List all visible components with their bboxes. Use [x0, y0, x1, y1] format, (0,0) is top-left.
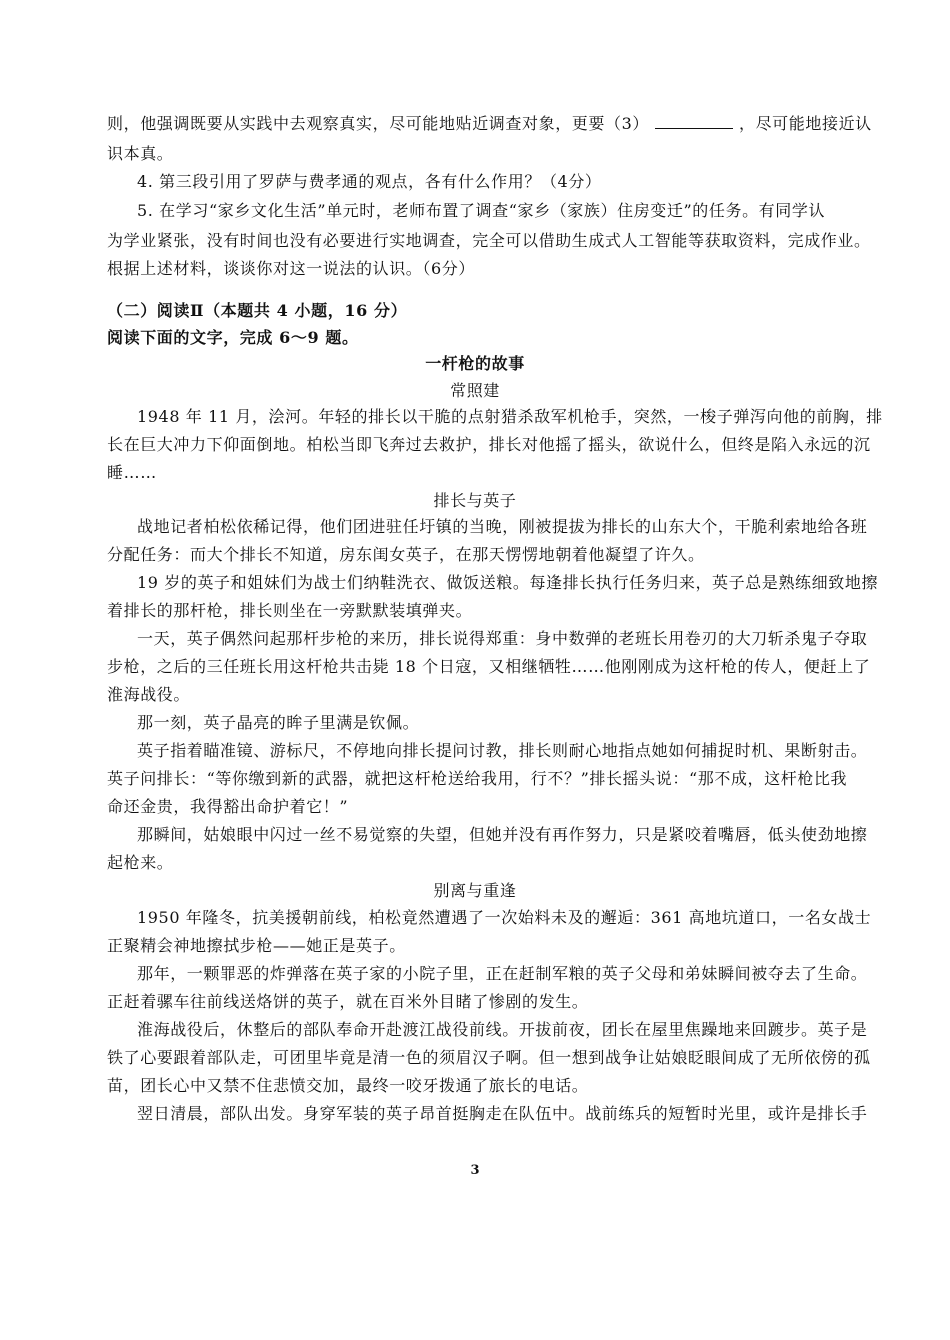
paragraph-line: 长在巨大冲力下仰面倒地。柏松当即飞奔过去救护，排长对他摇了摇头，欲说什么，但终是陷入永远的沉	[107, 435, 871, 454]
paragraph-line: 19 岁的英子和姐妹们为战士们纳鞋洗衣、做饭送粮。每逢排长执行任务归来，英子总是熟练细致地擦	[137, 573, 879, 592]
paragraph-line: 苗，团长心中又禁不住悲愤交加，最终一咬牙拨通了旅长的电话。	[107, 1076, 589, 1095]
paragraph-line: 淮海战役后，休整后的部队奉命开赴渡江战役前线。开拔前夜，团长在屋里焦躁地来回踱步。英子是	[137, 1020, 868, 1039]
paragraph-line: 正聚精会神地擦拭步枪——她正是英子。	[107, 936, 406, 955]
paragraph-line: 那年，一颗罪恶的炸弹落在英子家的小院子里，正在赶制军粮的英子父母和弟妹瞬间被夺去了生命。	[137, 964, 868, 983]
paragraph-line: 着排长的那杆枪，排长则坐在一旁默默装填弹夹。	[107, 601, 473, 620]
question-5-line-2: 为学业紧张，没有时间也没有必要进行实地调查，完全可以借助生成式人工智能等获取资料，完成作业。	[107, 231, 871, 250]
question-3-tail: 则，他强调既要从实践中去观察真实，尽可能地贴近调查对象，更要（3） ，尽可能地接近认	[107, 114, 872, 133]
paragraph-line: 一天，英子偶然问起那杆步枪的来历，排长说得郑重：身中数弹的老班长用卷刃的大刀斩杀鬼子夺取	[137, 629, 868, 648]
story-author: 常照建	[450, 381, 500, 400]
paragraph-line: 翌日清晨，部队出发。身穿军装的英子昂首挺胸走在队伍中。战前练兵的短暂时光里，或许是排长手	[137, 1104, 868, 1123]
paragraph-line: 1950 年隆冬，抗美援朝前线，柏松竟然遭遇了一次始料未及的邂逅：361 高地坑道口，一名女战士	[137, 908, 872, 927]
paragraph-line: 英子指着瞄准镜、游标尺，不停地向排长提问讨教，排长则耐心地指点她如何捕捉时机、果断射击。	[137, 741, 868, 760]
paragraph-line: 战地记者柏松依稀记得，他们团进驻任圩镇的当晚，刚被提拔为排长的山东大个，干脆利索地给各班	[137, 517, 868, 536]
subheading: 排长与英子	[433, 491, 517, 510]
page-number: 3	[470, 1163, 480, 1178]
paragraph-line: 铁了心要跟着部队走，可团里毕竟是清一色的须眉汉子啊。但一想到战争让姑娘眨眼间成了无所依傍的孤	[107, 1048, 871, 1067]
question-4: 4. 第三段引用了罗萨与费孝通的观点，各有什么作用？（4分）	[137, 172, 602, 191]
paragraph-line: 1948 年 11 月，浍河。年轻的排长以干脆的点射猎杀敌军机枪手，突然，一梭子弹泻向他的前胸，排	[137, 407, 883, 426]
paragraph-line: 步枪，之后的三任班长用这杆枪共击毙 18 个日寇，又相继牺牲……他刚刚成为这杆枪的传人，便赶上了	[107, 657, 871, 676]
paragraph-line: 英子问排长：“等你缴到新的武器，就把这杆枪送给我用，行不？”排长摇头说：“那不成，这杆枪比我	[107, 769, 848, 788]
question-5-line-1: 5. 在学习“家乡文化生活”单元时，老师布置了调查“家乡（家族）住房变迁”的任务。有同学认	[137, 201, 826, 220]
story-title: 一杆枪的故事	[425, 354, 525, 373]
subheading: 别离与重逢	[433, 881, 517, 900]
paragraph-line: 那瞬间，姑娘眼中闪过一丝不易觉察的失望，但她并没有再作努力，只是紧咬着嘴唇，低头使劲地擦	[137, 825, 868, 844]
question-5-line-3: 根据上述材料，谈谈你对这一说法的认识。（6分）	[107, 259, 475, 278]
answer-blank[interactable]	[655, 113, 733, 129]
paragraph-line: 起枪来。	[107, 853, 174, 872]
paragraph-line: 命还金贵，我得豁出命护着它！”	[107, 797, 349, 816]
paragraph-line: 淮海战役。	[107, 685, 191, 704]
section-instruction: 阅读下面的文字，完成 6～9 题。	[107, 328, 359, 347]
paragraph-line: 睡……	[107, 463, 157, 482]
paragraph-line: 正赶着骡车往前线送烙饼的英子，就在百米外目睹了惨剧的发生。	[107, 992, 589, 1011]
text-line: 识本真。	[107, 144, 174, 163]
paragraph-line: 那一刻，英子晶亮的眸子里满是钦佩。	[137, 713, 420, 732]
section-header: （二）阅读Ⅱ（本题共 4 小题，16 分）	[107, 301, 408, 320]
paragraph-line: 分配任务：而大个排长不知道，房东闺女英子，在那天愣愣地朝着他凝望了许久。	[107, 545, 705, 564]
